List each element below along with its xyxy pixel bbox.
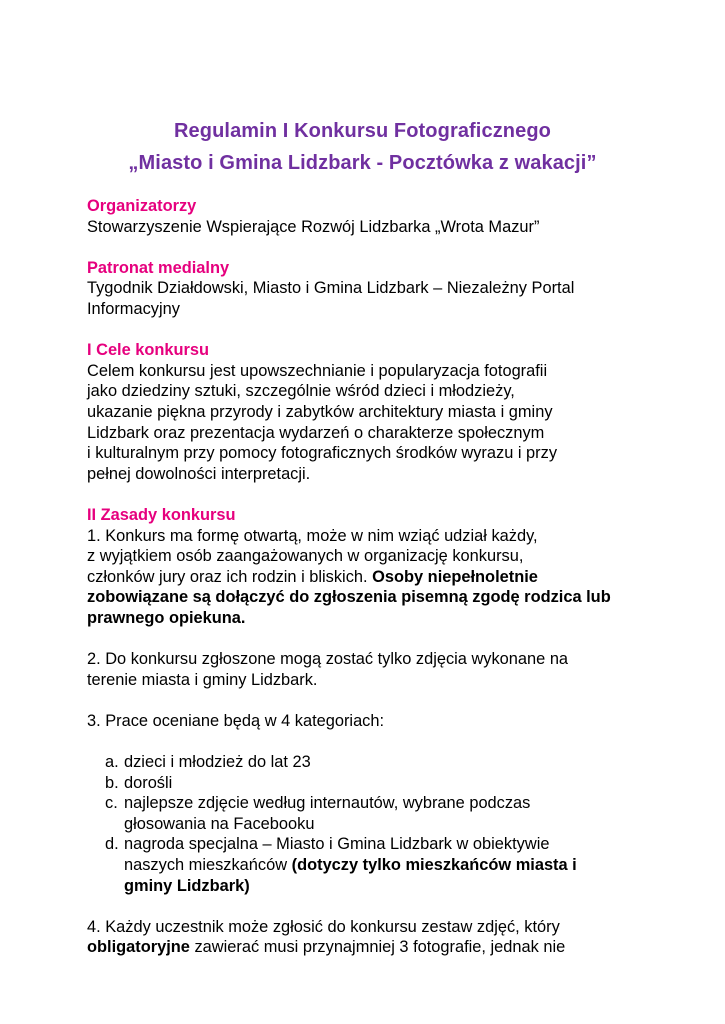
rule-2-line: 2. Do konkursu zgłoszone mogą zostać tylko zdjęcia wykonane na — [87, 650, 569, 669]
list-item-text: dorośli — [124, 773, 173, 792]
organizer-heading: Organizatorzy — [87, 197, 197, 215]
rule-1 — [87, 526, 687, 629]
goals-line: jako dziedziny sztuki, szczególnie wśród dzieci i młodzieży, — [87, 382, 515, 401]
list-item — [105, 834, 687, 896]
rule-1-bold-text: Osoby niepełnoletnie — [372, 567, 538, 586]
document-title — [0, 115, 725, 179]
list-item-label: d. — [105, 835, 119, 854]
category-list — [105, 752, 687, 896]
list-item-plain-text: naszych mieszkańców — [124, 856, 288, 874]
organizer-text: Stowarzyszenie Wspierające Rozwój Lidzbarka „Wrota Mazur” — [87, 217, 540, 236]
rule-4-bold-text: obligatoryjne — [87, 938, 190, 957]
goals-line: Lidzbark oraz prezentacja wydarzeń o charakterze społecznym — [87, 423, 545, 442]
list-item-bold-text: gminy Lidzbark) — [124, 876, 250, 895]
rule-2-line: terenie miasta i gminy Lidzbark. — [87, 670, 318, 689]
goals-line: i kulturalnym przy pomocy fotograficznych środków wyrazu i przy — [87, 444, 558, 463]
rule-3 — [87, 711, 687, 896]
rule-3-line: 3. Prace oceniane będą w 4 kategoriach: — [87, 711, 385, 730]
rule-1-bold-line: zobowiązane są dołączyć do zgłoszenia pisemną zgodę rodzica lub — [87, 588, 611, 607]
list-item — [105, 773, 687, 794]
rule-1-line — [87, 567, 687, 588]
goals-line: ukazanie piękna przyrody i zabytków architektury miasta i gminy — [87, 402, 553, 421]
rule-1-line: 1. Konkurs ma formę otwartą, może w nim wziąć udział każdy, — [87, 526, 538, 545]
patron-text-line-1: Tygodnik Działdowski, Miasto i Gmina Lidzbark – Niezależny Portal — [87, 279, 575, 298]
list-item-label: b. — [105, 773, 119, 792]
document-body — [87, 196, 687, 958]
list-item-bold-text: (dotyczy tylko mieszkańców miasta i — [291, 856, 577, 874]
goals-line: pełnej dowolności interpretacji. — [87, 464, 311, 483]
title-line-2: „Miasto i Gmina Lidzbark - Pocztówka z wakacji” — [128, 152, 597, 174]
goals-line: Celem konkursu jest upowszechnianie i popularyzacja fotografii — [87, 361, 548, 380]
rule-4-text: zawierać musi przynajmniej 3 fotografie, jednak nie — [194, 938, 566, 957]
rule-4-line: 4. Każdy uczestnik może zgłosić do konkursu zestaw zdjęć, który — [87, 917, 560, 936]
rules-heading: II Zasady konkursu — [87, 505, 236, 524]
rule-2 — [87, 649, 687, 690]
patron-text-line-2: Informacyjny — [87, 299, 180, 318]
rule-1-line: z wyjątkiem osób zaangażowanych w organizację konkursu, — [87, 547, 524, 566]
list-item — [105, 793, 687, 834]
list-item-text: najlepsze zdjęcie według internautów, wybrane podczas — [124, 794, 531, 813]
list-item — [105, 752, 687, 773]
goals-heading: I Cele konkursu — [87, 341, 210, 360]
rule-4-line — [87, 937, 687, 958]
list-item-label: c. — [105, 794, 118, 813]
list-item-text — [124, 855, 687, 876]
list-item-text: dzieci i młodzież do lat 23 — [124, 753, 311, 772]
list-item-label: a. — [105, 753, 119, 772]
rule-1-text: członków jury oraz ich rodzin i bliskich. — [87, 567, 368, 586]
list-item-text: nagroda specjalna – Miasto i Gmina Lidzbark w obiektywie — [124, 835, 550, 854]
rule-4 — [87, 917, 687, 958]
list-item-text: głosowania na Facebooku — [124, 814, 315, 833]
title-line-1: Regulamin I Konkursu Fotograficznego — [174, 120, 551, 142]
rule-1-bold-line: prawnego opiekuna. — [87, 608, 246, 627]
patron-heading: Patronat medialny — [87, 258, 230, 277]
goals-paragraph — [87, 361, 687, 485]
